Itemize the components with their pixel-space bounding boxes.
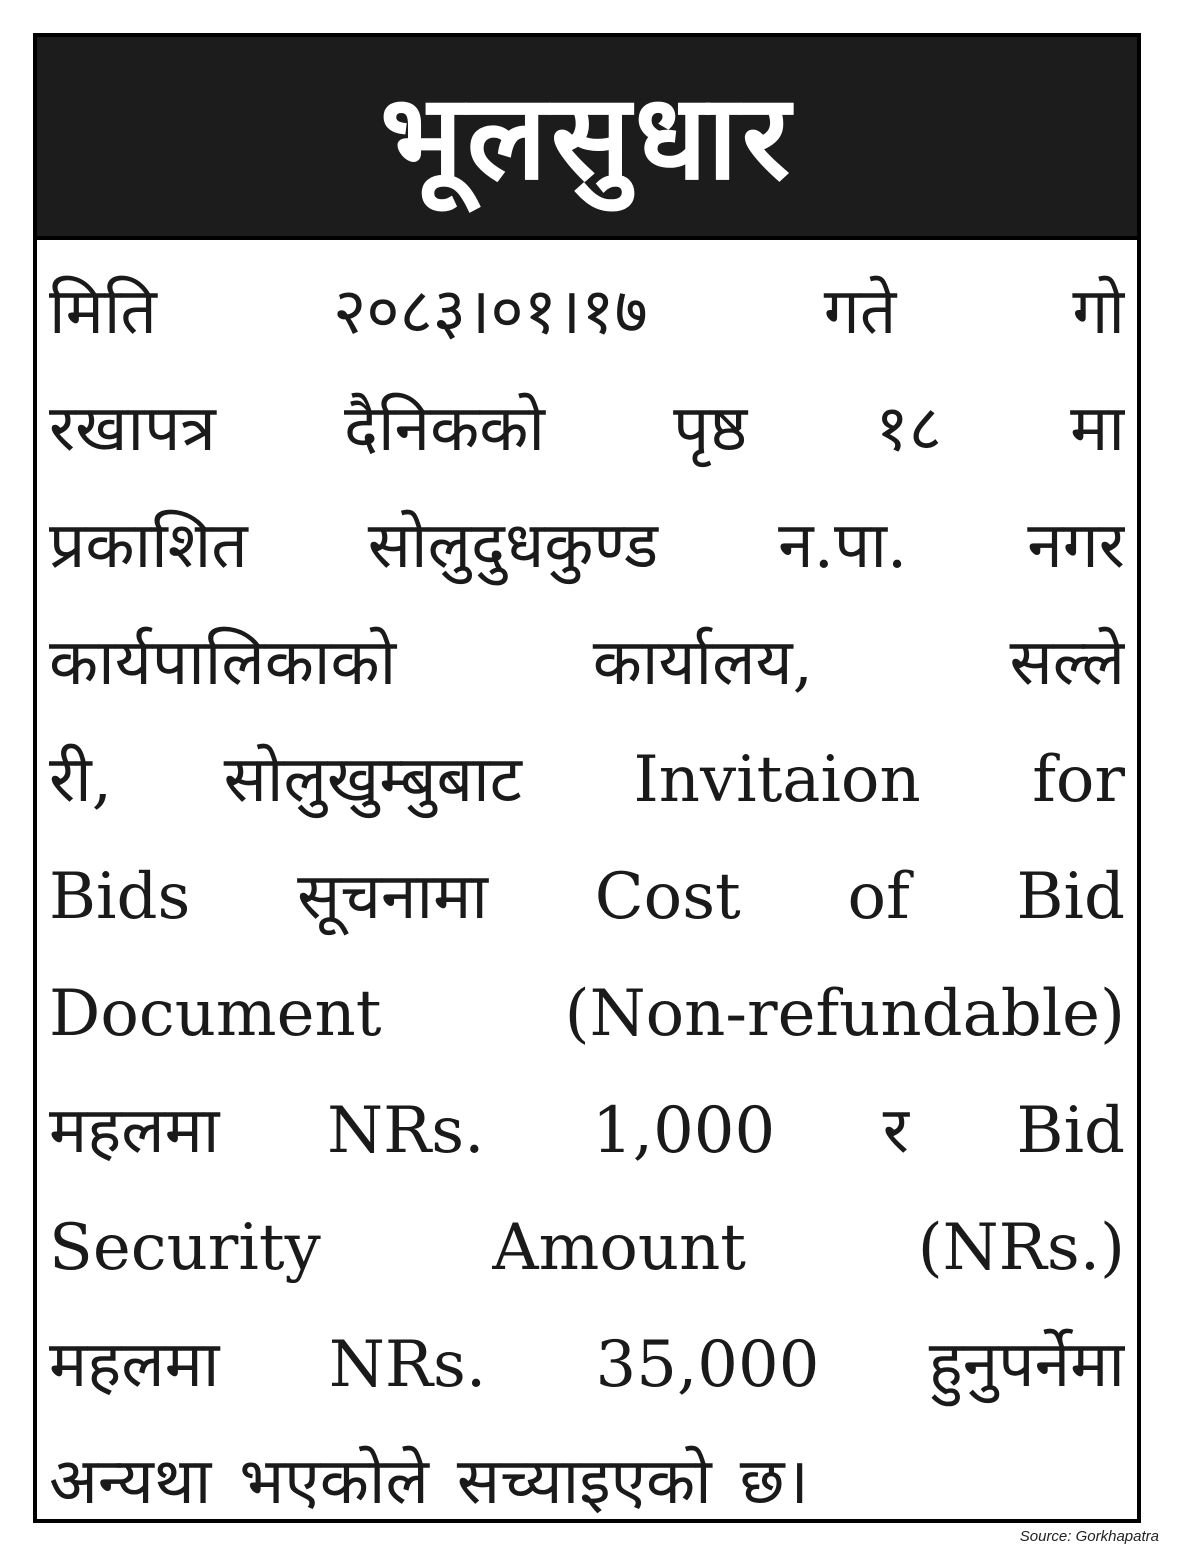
body-word: गते [823,274,897,349]
body-word: Security [49,1210,321,1285]
body-line [49,487,1125,604]
body-word: कार्यपालिकाको [49,625,397,700]
body-line [49,370,1125,487]
body-word: हुनुपर्नेमा [928,1327,1125,1402]
body-word: मिति [49,274,157,349]
body-word: NRs. [327,1093,485,1168]
body-word: प्रकाशित [49,508,248,583]
body-word: for [1032,742,1125,817]
body-word: न.पा. [778,508,908,583]
body-word: १८ [875,391,942,466]
body-word: 1,000 [592,1093,776,1168]
body-word: Amount [492,1210,746,1285]
body-word: Invitaion [633,742,921,817]
body-line [49,721,1125,838]
body-word: Document [49,976,382,1051]
body-word: मा [1070,391,1125,466]
body-word: NRs. [328,1327,487,1402]
body-line [49,604,1125,721]
body-word: सोलुदुधकुण्ड [367,508,659,583]
body-word: दैनिकको [343,391,545,466]
body-line [49,955,1125,1072]
correction-notice [33,33,1141,1523]
body-word: गो [1072,274,1125,349]
body-word: Bid [1016,859,1125,934]
body-word: महलमा [49,1327,220,1402]
body-word: सूचनामा [297,859,488,934]
body-word: रखापत्र [49,391,216,466]
notice-header [37,37,1137,240]
body-word: अन्यथा [49,1444,212,1519]
body-word: 35,000 [595,1327,820,1402]
body-word: भएकोले [239,1444,429,1519]
body-line [49,1072,1125,1189]
notice-body [49,253,1125,1540]
body-word: Bid [1016,1093,1125,1168]
body-word: २०८३।०१।१७ [332,274,648,349]
body-word: (NRs.) [917,1210,1125,1285]
body-word: छ। [739,1444,809,1519]
body-word: नगर [1027,508,1125,583]
body-word: र [882,1093,909,1168]
body-line [49,838,1125,955]
source-credit: Source: Gorkhapatra [1019,1528,1159,1545]
body-word: कार्यालय, [592,625,813,700]
body-word: Cost [594,859,741,934]
body-word: महलमा [49,1093,220,1168]
body-word: Bids [49,859,191,934]
body-word: री, [49,742,113,817]
body-word: (Non-refundable) [564,976,1125,1051]
body-line [49,1306,1125,1423]
body-word: सच्याइएको [456,1444,712,1519]
body-word: सल्ले [1009,625,1125,700]
notice-title: भूलसुधार [379,67,795,206]
body-word: सोलुखुम्बुबाट [223,742,522,817]
body-line [49,1189,1125,1306]
body-line [49,253,1125,370]
body-word: of [847,859,910,934]
body-word: पृष्ठ [673,391,748,466]
body-line [49,1423,1125,1540]
